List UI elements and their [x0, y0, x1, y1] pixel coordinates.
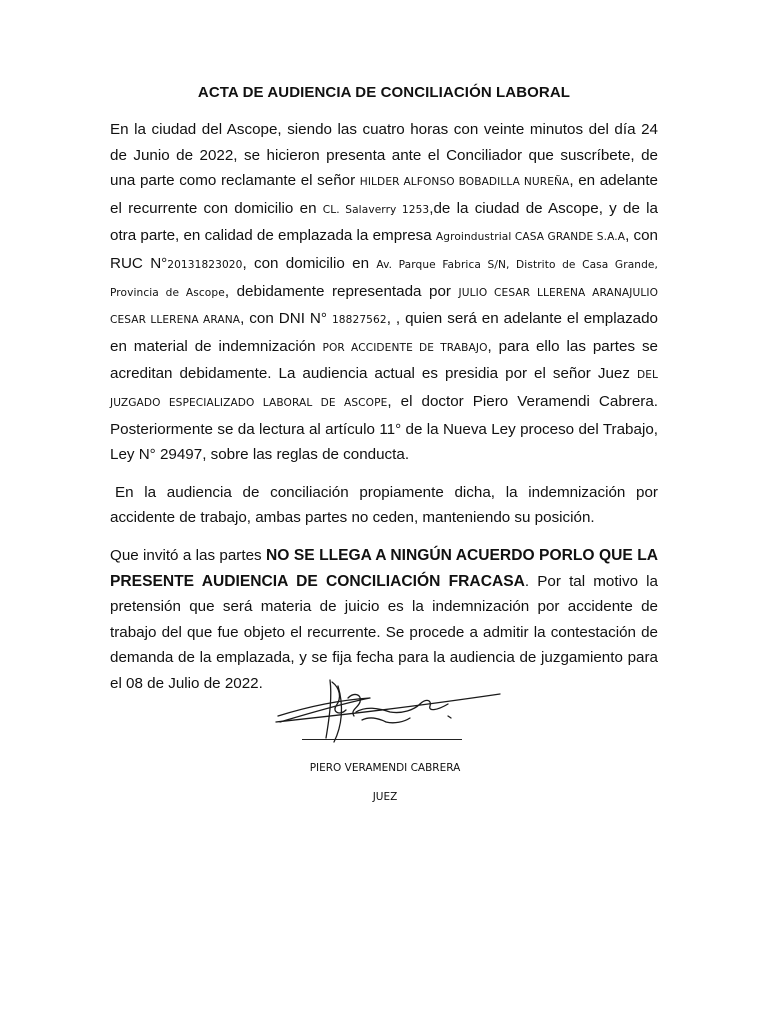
paragraph-conciliation: En la audiencia de conciliación propiamente dicha, la indemnización por accidente de trabajo, ambas partes no ceden, manteniendo su posición.	[110, 483, 658, 527]
intro-text-9: , para ello las partes se acreditan debidamente. La audiencia actual es presidia por el señor Juez	[110, 337, 658, 383]
intro-text-5: , con domicilio en	[242, 254, 377, 272]
claim-matter: POR ACCIDENTE DE TRABAJO	[322, 341, 488, 354]
outcome-verdict: NO SE LLEGA A NINGÚN ACUERDO PORLO QUE LA PRESENTE AUDIENCIA DE CONCILIACIÓN FRACASA	[110, 546, 658, 590]
signature-line	[302, 739, 462, 740]
intro-text-10: , el doctor Piero Veramendi Cabrera. Posteriormente se da lectura al artículo 11° de la Nueva Ley proceso del Trabajo, Ley N° 29497, sobre las reglas de conducta.	[110, 392, 658, 464]
representative-name: JULIO CESAR LLERENA ARANAJULIO CESAR LLERENA ARANA	[110, 286, 659, 327]
claimant-address: CL. Salaverry 1253	[322, 203, 430, 216]
document-title: ACTA DE AUDIENCIA DE CONCILIACIÓN LABORAL	[197, 84, 571, 101]
intro-text-8: , , quien será en adelante el emplazado en material de indemnización	[110, 310, 658, 355]
signer-role: JUEZ	[372, 791, 398, 803]
intro-text-1: En la ciudad del Ascope, siendo las cuatro horas con veinte minutos del día 24 de Junio de 2022, se hicieron presenta ante el Conciliador que suscríbete, de una parte como reclamante el señor	[110, 121, 658, 190]
intro-text-7: , con DNI N°	[240, 310, 332, 328]
intro-text-4: , con RUC N°	[110, 227, 658, 272]
representative-dni: 18827562	[331, 314, 387, 327]
court-name: DEL JUZGADO ESPECIALIZADO LABORAL DE ASCOPE	[110, 369, 658, 409]
outcome-text-2: . Por tal motivo la pretensión que será materia de juicio es la indemnización por accidente de trabajo del que fue objeto el recurrente. Se procede a admitir la contestación de demanda de la emplazada, y se fija fecha para la audiencia de juzgamiento para el 08 de Julio de 2022.	[110, 572, 658, 692]
company-name: Agroindustrial CASA GRANDE S.A.A	[435, 231, 626, 244]
handwritten-signature	[270, 676, 510, 756]
intro-text-3: ,de la ciudad de Ascope, y de la otra parte, en calidad de emplazada la empresa	[110, 199, 658, 245]
paragraph-intro	[110, 117, 658, 468]
intro-text-6: , debidamente representada por	[224, 282, 459, 300]
signer-name: PIERO VERAMENDI CABRERA	[309, 762, 461, 774]
company-ruc: 20131823020	[167, 258, 243, 271]
paragraph-outcome	[110, 543, 658, 697]
document-page	[110, 84, 658, 708]
signature-block	[270, 676, 510, 826]
company-address: Av. Parque Fabrica S/N, Distrito de Casa Grande, Provincia de Ascope	[110, 258, 659, 299]
outcome-text-1: Que invitó a las partes	[110, 546, 266, 564]
claimant-name: HILDER ALFONSO BOBADILLA NUREÑA	[359, 176, 570, 189]
intro-text-2: , en adelante el recurrente con domicilio en	[110, 172, 659, 217]
